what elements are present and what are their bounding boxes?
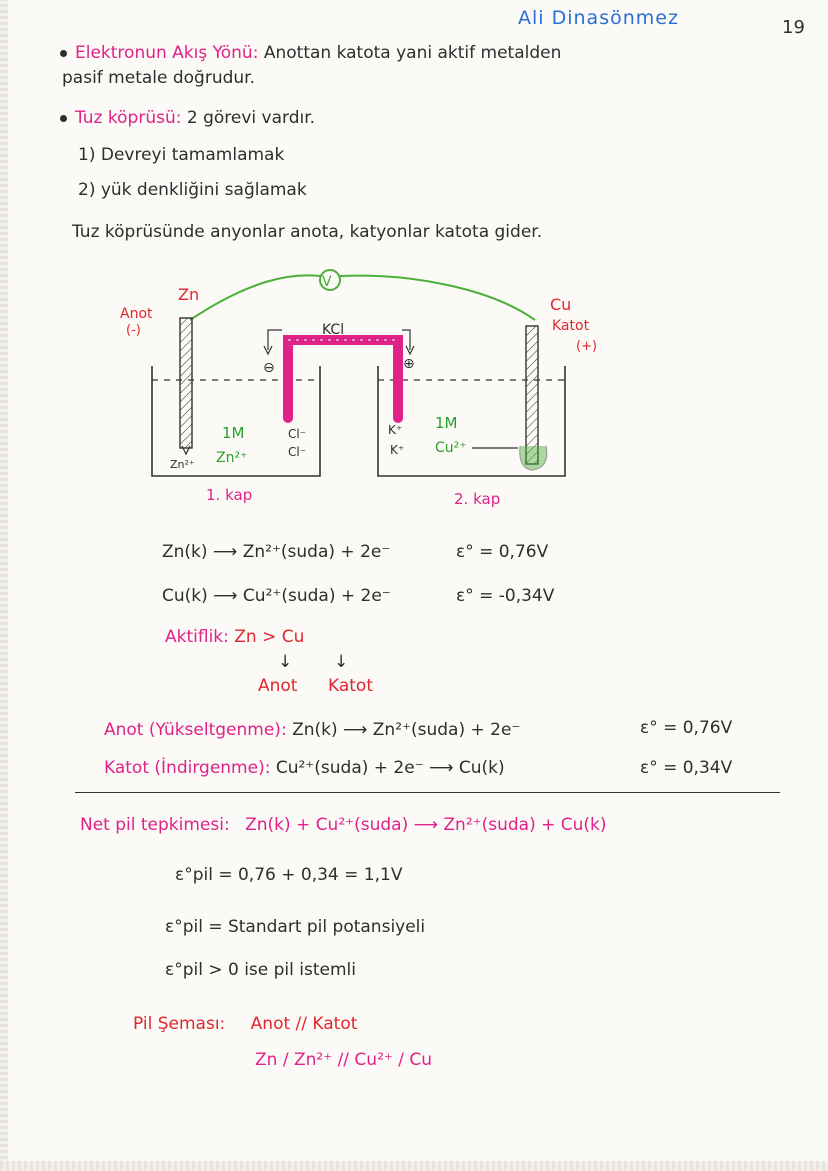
bridge-salt-label: KCl [322, 322, 345, 338]
salt-bridge [288, 340, 398, 418]
wire-left [190, 275, 320, 320]
duty-2: 2) yük denkliğini sağlamak [78, 180, 307, 200]
cu-deposit [520, 446, 547, 470]
net-label: Net pil tepkimesi: [80, 815, 230, 835]
left-conc: 1M [222, 424, 245, 442]
right-ion: Cu²⁺ [435, 440, 467, 456]
ion-rule: Tuz köprüsünde anyonlar anota, katyonlar katota gider. [72, 222, 543, 242]
scheme-line [133, 1014, 357, 1034]
pil-spontaneous: ε°pil > 0 ise pil istemli [165, 960, 356, 980]
cathode-reaction-eq: Cu²⁺(suda) + 2e⁻ ⟶ Cu(k) [275, 758, 505, 778]
scheme-label: Pil Şeması: [133, 1014, 226, 1034]
flow-line [60, 43, 561, 63]
divider-line [75, 792, 780, 793]
cu-half-reaction: Cu(k) ⟶ Cu²⁺(suda) + 2e⁻ [162, 586, 391, 606]
right-conc: 1M [435, 414, 458, 432]
anode-reaction-eq: Zn(k) ⟶ Zn²⁺(suda) + 2e⁻ [292, 720, 521, 740]
pil-potential-calc: ε°pil = 0,76 + 0,34 = 1,1V [175, 865, 403, 885]
activity-arrow-2-icon: ↓ [334, 652, 349, 672]
voltmeter-label: V [322, 274, 332, 290]
left-ion: Zn²⁺ [216, 450, 248, 466]
flow-text-1: Anottan katota yani aktif metalden [263, 43, 562, 63]
cl-ion-2: Cl⁻ [288, 445, 307, 459]
duty-1: 1) Devreyi tamamlamak [78, 145, 285, 165]
pil-potential-def: ε°pil = Standart pil potansiyeli [165, 917, 426, 937]
k-ion-2: K⁺ [390, 443, 405, 457]
zn-potential: ε° = 0,76V [456, 542, 549, 562]
anode-reaction-line [104, 720, 520, 740]
cathode-label: Katot [552, 318, 590, 334]
scheme-general: Anot // Katot [250, 1014, 358, 1034]
author-name: Ali Dinasönmez [518, 7, 679, 29]
flow-label: Elektronun Akış Yönü: [75, 43, 259, 63]
cu-potential: ε° = -0,34V [456, 586, 555, 606]
cell-2-label: 2. kap [454, 490, 501, 508]
right-metal-label: Cu [550, 295, 572, 314]
page-bottom-edge [0, 1161, 828, 1171]
activity-katot: Katot [328, 676, 373, 696]
bullet-icon [60, 50, 67, 57]
cathode-sign: (+) [576, 339, 598, 354]
page-number: 19 [782, 17, 805, 38]
left-metal-label: Zn [178, 285, 200, 304]
page-left-edge [0, 0, 8, 1171]
activity-arrow-1-icon: ↓ [278, 652, 293, 672]
scheme-specific: Zn / Zn²⁺ // Cu²⁺ / Cu [255, 1050, 433, 1070]
activity-anot: Anot [258, 676, 298, 696]
bullet-icon [60, 115, 67, 122]
minus-sign-icon: ⊖ [263, 360, 275, 376]
bridge-end-right [393, 413, 403, 423]
bridge-line [60, 108, 315, 128]
net-reaction-line [80, 815, 607, 835]
anode-reaction-e: ε° = 0,76V [640, 718, 733, 738]
flow-text-2: pasif metale doğrudur. [62, 68, 256, 88]
zn-half-reaction: Zn(k) ⟶ Zn²⁺(suda) + 2e⁻ [162, 542, 391, 562]
cathode-reaction-line [104, 758, 505, 778]
galvanic-cell-diagram [110, 268, 630, 518]
activity-line [165, 627, 304, 647]
k-ion-1: K⁺ [388, 423, 403, 437]
plus-sign-icon: ⊕ [403, 356, 415, 372]
cell-1-label: 1. kap [206, 486, 253, 504]
anion-arrow-icon [268, 330, 282, 350]
zn-electrode [180, 318, 192, 448]
cl-ion-1: Cl⁻ [288, 427, 307, 441]
anode-sign: (-) [126, 323, 141, 338]
anode-label: Anot [120, 306, 153, 322]
bridge-label: Tuz köprüsü: [75, 108, 182, 128]
anode-reaction-label: Anot (Yükseltgenme): [104, 720, 287, 740]
left-ion-small: Zn²⁺ [170, 458, 195, 471]
cathode-reaction-label: Katot (İndirgenme): [104, 758, 271, 778]
cathode-reaction-e: ε° = 0,34V [640, 758, 733, 778]
activity-label: Aktiflik: [165, 627, 229, 647]
bridge-text: 2 görevi vardır. [186, 108, 316, 128]
wire-right [340, 276, 535, 320]
net-equation: Zn(k) + Cu²⁺(suda) ⟶ Zn²⁺(suda) + Cu(k) [245, 815, 607, 835]
activity-order: Zn > Cu [234, 627, 305, 647]
cu-electrode [526, 326, 538, 464]
bridge-end-left [283, 413, 293, 423]
